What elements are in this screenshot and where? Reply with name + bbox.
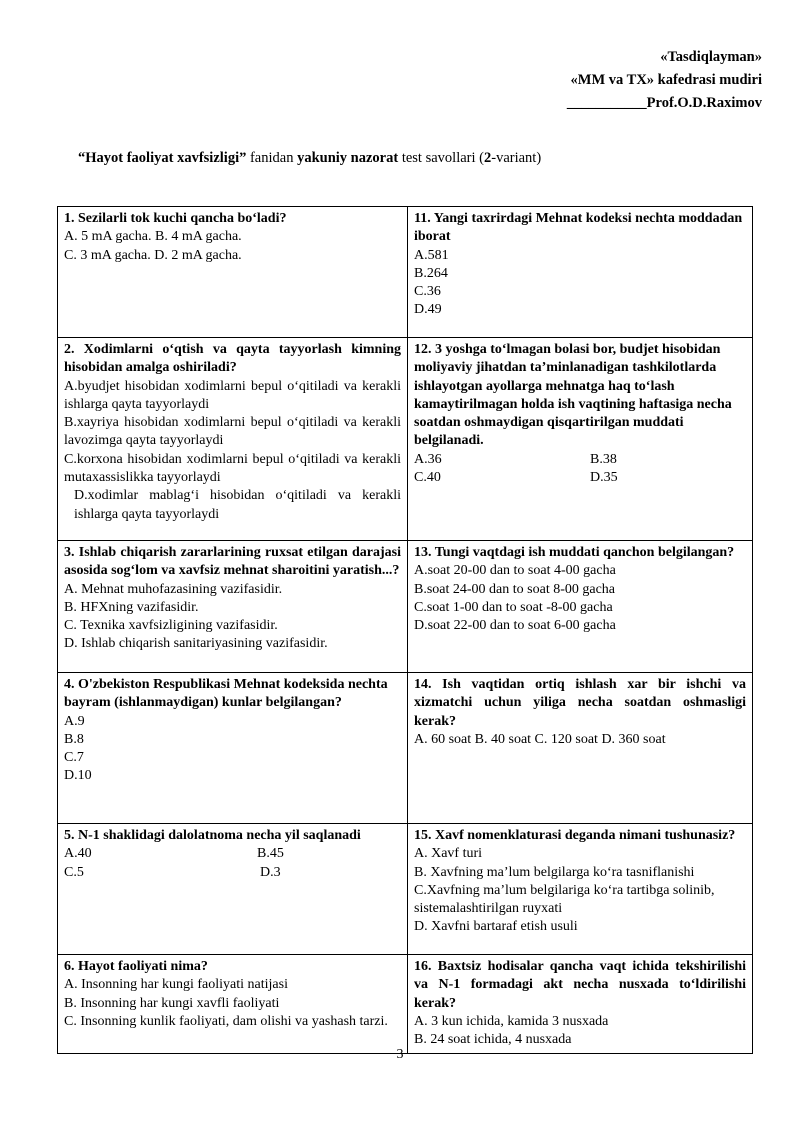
question-text: 1. Sezilarli tok kuchi qancha bo‘ladi? [64, 211, 287, 226]
answer-option: D.soat 22-00 dan to soat 6-00 gacha [414, 618, 616, 634]
question-text: 3. Ishlab chiqarish zararlarining ruxsat etilgan darajasi asosida sog‘lom va xavfsiz mehnat sharoitini yaratish...? [64, 545, 401, 579]
question-cell-16 [408, 955, 753, 1054]
answer-option: C.36 [414, 284, 441, 300]
approval-line-1: «Tasdiqlayman» [660, 49, 762, 65]
answer-option: A.byudjet hisobidan xodimlarni bepul o‘qitiladi va kerakli ishlarga qayta tayyorlaydi [64, 378, 401, 412]
answer-option: C. Texnika xavfsizligining vazifasidir. [64, 618, 278, 634]
answer-option: D.xodimlar mablag‘i hisobidan o‘qitiladi va kerakli ishlarga qayta tayyorlaydi [74, 488, 401, 522]
question-text: 12. 3 yoshga to‘lmagan bolasi bor, budjet hisobidan moliyaviy jihatdan ta’minlanadigan tashkilotlarda ishlayotgan ayollarga mehnatga haq to‘lash kamaytirilmagan holda ish vaqtining haftasiga necha soatdan oshmaydigan qisqartirilgan muddati belgilanadi. [414, 342, 732, 449]
answer-row [414, 469, 746, 487]
answer-option: C. 3 mA gacha. D. 2 mA gacha. [64, 247, 242, 263]
answer-option: A. Insonning har kungi faoliyati natijasi [64, 977, 288, 993]
answer-option: C.7 [64, 750, 84, 766]
answer-option: B.soat 24-00 dan to soat 8-00 gacha [414, 581, 616, 597]
question-cell-6 [58, 955, 408, 1054]
answer-option: D.49 [414, 302, 442, 318]
question-cell-1 [58, 207, 408, 338]
answer-option: A. Xavf turi [414, 846, 483, 862]
table-row [58, 824, 753, 955]
table-row [58, 338, 753, 541]
answer-option: A.soat 20-00 dan to soat 4-00 gacha [414, 563, 616, 579]
answer-option: C.korxona hisobidan xodimlarni bepul o‘qitiladi va kerakli mutaxassislikka tayyorlaydi [64, 451, 401, 486]
question-cell-14 [408, 673, 753, 824]
question-cell-11 [408, 207, 753, 338]
question-text: 13. Tungi vaqtdagi ish muddati qanchon belgilangan? [414, 545, 735, 560]
question-text: 6. Hayot faoliyati nima? [64, 959, 208, 974]
questions-table [57, 206, 753, 1054]
question-text: 15. Xavf nomenklaturasi deganda nimani tushunasiz? [414, 828, 736, 843]
answer-option: D.35 [590, 470, 618, 486]
question-text: 14. Ish vaqtidan ortiq ishlash xar bir ishchi va xizmatchi uchun yiliga necha soatdan oshmasligi kerak? [414, 677, 746, 729]
approval-line-2: «MM va TX» kafedrasi mudiri [570, 72, 762, 88]
table-row [58, 955, 753, 1054]
answer-option: B.45 [257, 846, 284, 862]
question-text: 11. Yangi taxrirdagi Mehnat kodeksi nechta moddadan iborat [414, 211, 743, 245]
answer-option: C.40 [414, 470, 441, 486]
answer-option: B. 24 soat ichida, 4 nusxada [414, 1032, 572, 1048]
answer-option: A.9 [64, 713, 85, 729]
question-text: 16. Baxtsiz hodisalar qancha vaqt ichida tekshirilishi va N-1 formadagi akt necha nusxada to‘ldirilishi kerak? [414, 959, 746, 1011]
document-title [78, 150, 541, 167]
title-text-1: fanidan [246, 150, 298, 166]
table-row [58, 541, 753, 673]
question-cell-5 [58, 824, 408, 955]
answer-option: B.xayriya hisobidan xodimlarni bepul o‘qitiladi va kerakli lavozimga qayta tayyorlaydi [64, 415, 401, 449]
answer-option: B.8 [64, 731, 84, 747]
answer-option: B.264 [414, 265, 448, 281]
title-variant-number: 2 [483, 150, 492, 166]
answer-option: C.Xavfning ma’lum belgilariga ko‘ra tartibga solinib, sistemalashtirilgan ruyxati [414, 882, 715, 917]
question-cell-13 [408, 541, 753, 673]
answer-option: B. Insonning har kungi xavfli faoliyati [64, 995, 280, 1011]
question-cell-2 [58, 338, 408, 541]
title-exam-type: yakuniy nazorat [297, 150, 399, 166]
page-number: 3 [396, 1047, 404, 1062]
answer-option: D.3 [260, 864, 281, 880]
table-row [58, 673, 753, 824]
answer-row [64, 845, 401, 863]
answer-option: D. Xavfni bartaraf etish usuli [414, 919, 578, 935]
title-subject: “Hayot faoliyat xavfsizligi” [78, 150, 247, 166]
approval-line-3: ___________Prof.O.D.Raximov [566, 95, 762, 111]
table-row [58, 207, 753, 338]
answer-option: B. HFXning vazifasidir. [64, 599, 199, 615]
question-text: 2. Xodimlarni o‘qtish va qayta tayyorlash kimning hisobidan amalga oshiriladi? [64, 342, 401, 376]
answer-option: A. 3 kun ichida, kamida 3 nusxada [414, 1013, 609, 1029]
answer-row [64, 864, 401, 882]
answer-option: A. 60 soat B. 40 soat C. 120 soat D. 360 soat [414, 731, 666, 747]
question-cell-15 [408, 824, 753, 955]
question-text: 4. O'zbekiston Respublikasi Mehnat kodeksida nechta bayram (ishlanmaydigan) kunlar belgilangan? [64, 677, 388, 711]
answer-option: A.581 [414, 247, 449, 263]
title-text-2: test savollari ( [398, 150, 484, 166]
answer-option: A. Mehnat muhofazasining vazifasidir. [64, 581, 283, 597]
answer-option: A. 5 mA gacha. B. 4 mA gacha. [64, 229, 242, 245]
answer-option: D. Ishlab chiqarish sanitariyasining vazifasidir. [64, 636, 328, 652]
answer-option: A.36 [414, 451, 442, 467]
question-cell-12 [408, 338, 753, 541]
question-cell-4 [58, 673, 408, 824]
answer-option: A.40 [64, 846, 92, 862]
answer-option: B. Xavfning ma’lum belgilarga ko‘ra tasniflanishi [414, 864, 695, 880]
answer-option: C. Insonning kunlik faoliyati, dam olishi va yashash tarzi. [64, 1013, 388, 1029]
answer-option: C.5 [64, 864, 84, 880]
answer-option: D.10 [64, 768, 92, 784]
answer-row [414, 451, 746, 469]
answer-option: B.38 [590, 451, 617, 467]
question-text: 5. N-1 shaklidagi dalolatnoma necha yil saqlanadi [64, 828, 361, 843]
approval-block [567, 46, 762, 115]
question-cell-3 [58, 541, 408, 673]
answer-option: C.soat 1-00 dan to soat -8-00 gacha [414, 599, 613, 615]
title-text-3: -variant) [491, 150, 542, 166]
